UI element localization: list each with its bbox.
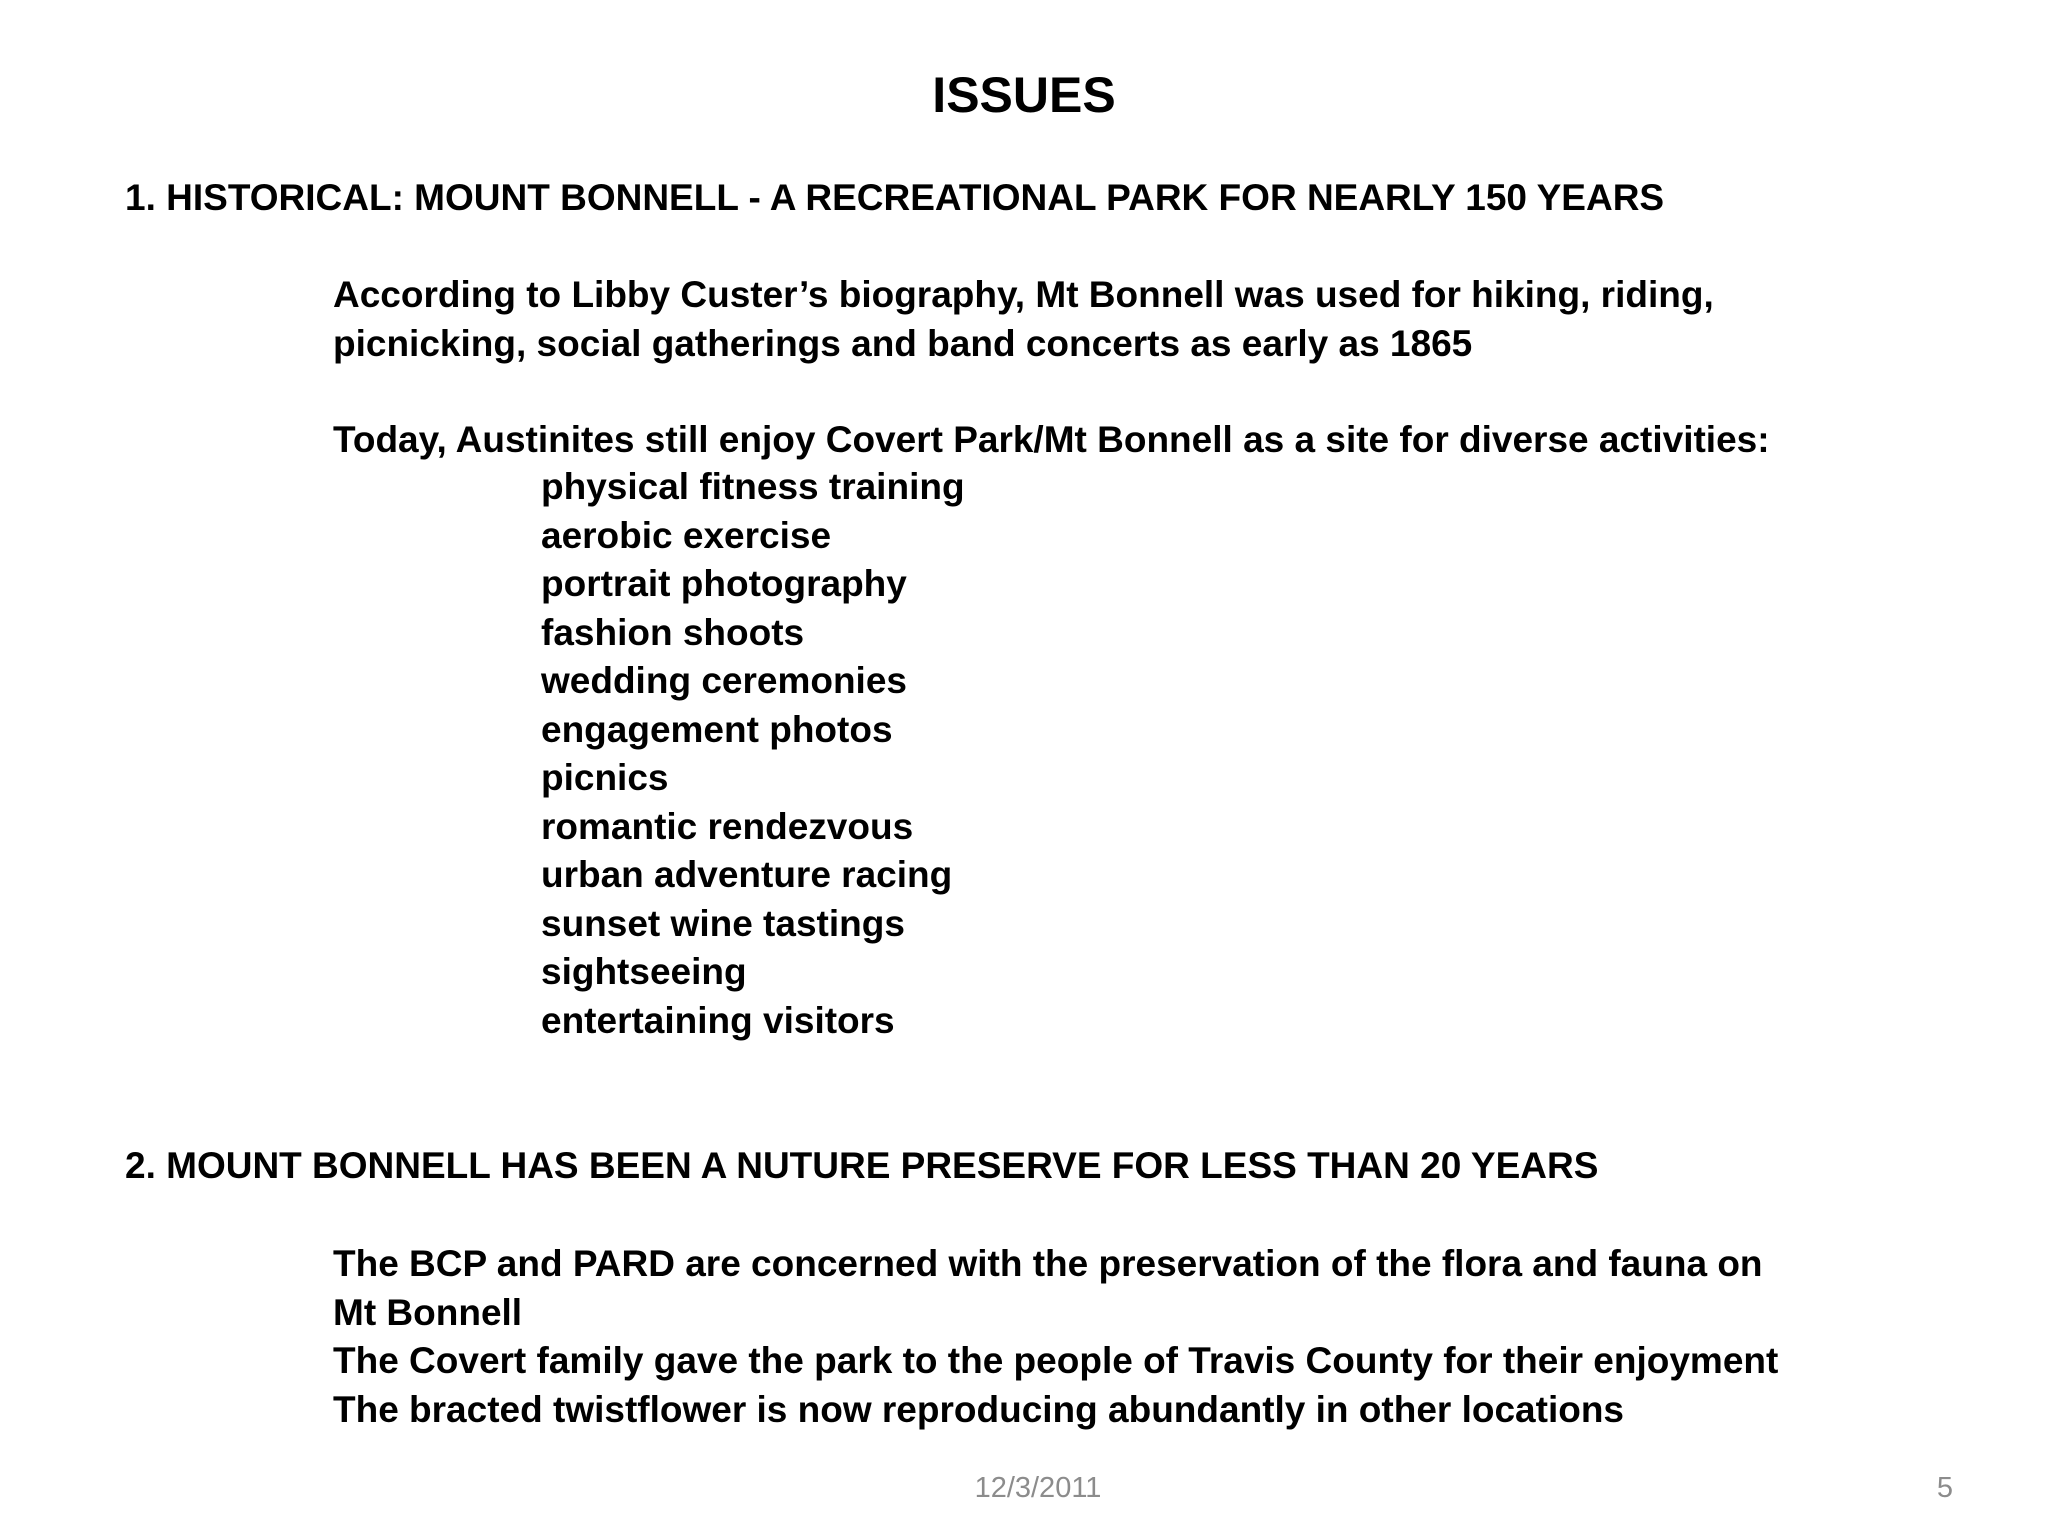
- paragraph-line: According to Libby Custer’s biography, Mt Bonnell was used for hiking, riding,: [333, 274, 1714, 315]
- section-2-paragraph: [333, 1240, 2013, 1434]
- activity-item: physical fitness training: [541, 466, 965, 507]
- activity-item: entertaining visitors: [541, 999, 895, 1041]
- paragraph-line: Mt Bonnell: [333, 1291, 523, 1333]
- activity-item: fashion shoots: [541, 611, 805, 653]
- activity-item: picnics: [541, 757, 669, 798]
- activity-item: romantic rendezvous: [541, 805, 914, 847]
- activity-item: portrait photography: [541, 563, 907, 604]
- paragraph-line: picnicking, social gatherings and band concerts as early as 1865: [333, 322, 1473, 364]
- section-1-heading: 1. HISTORICAL: MOUNT BONNELL - A RECREATIONAL PARK FOR NEARLY 150 YEARS: [125, 177, 1665, 218]
- activity-item: wedding ceremonies: [541, 660, 907, 701]
- paragraph-line: The BCP and PARD are concerned with the preservation of the flora and fauna on: [333, 1243, 1763, 1284]
- section-2-heading: 2. MOUNT BONNELL HAS BEEN A NUTURE PRESERVE FOR LESS THAN 20 YEARS: [125, 1145, 1599, 1186]
- slide-title: ISSUES: [932, 67, 1116, 123]
- paragraph-line: The bracted twistflower is now reproducing abundantly in other locations: [333, 1388, 1625, 1430]
- page-number: 5: [1936, 1472, 1953, 1504]
- paragraph-line: The Covert family gave the park to the people of Travis County for their enjoyment: [333, 1340, 1779, 1381]
- footer-date: 12/3/2011: [974, 1472, 1102, 1504]
- activity-item: engagement photos: [541, 708, 893, 750]
- activity-item: aerobic exercise: [541, 514, 832, 556]
- activity-item: urban adventure racing: [541, 854, 953, 895]
- section-1-paragraph-1: [333, 271, 2013, 368]
- activity-item: sunset wine tastings: [541, 902, 905, 944]
- activity-item: sightseeing: [541, 951, 747, 992]
- section-1-paragraph-2-intro: Today, Austinites still enjoy Covert Park/Mt Bonnell as a site for diverse activities:: [333, 419, 1770, 460]
- activities-list: [541, 463, 1341, 1045]
